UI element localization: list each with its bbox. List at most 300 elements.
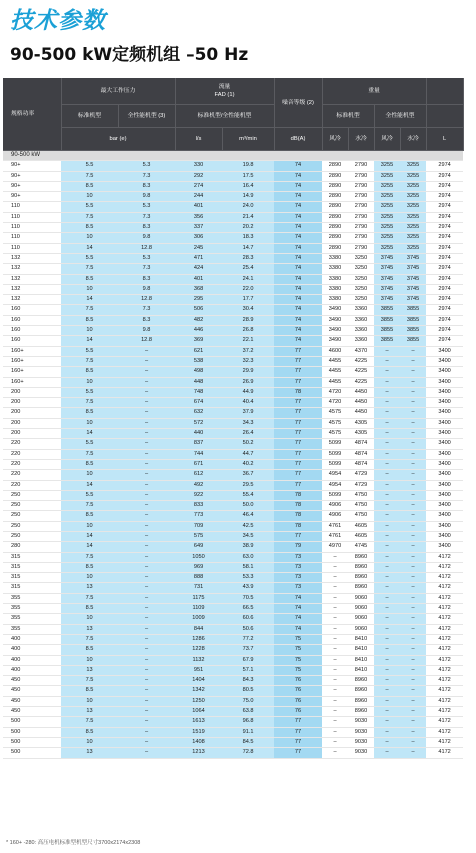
cell-pressure-full: – [118, 377, 175, 387]
cell-weight-full-air: – [374, 686, 400, 696]
cell-pressure-full: – [118, 542, 175, 552]
cell-pressure-std: 10 [61, 521, 118, 531]
cell-fad-ls: 575 [175, 531, 222, 541]
cell-fad-m3: 80.5 [222, 686, 274, 696]
cell-weight-std-air: – [322, 737, 348, 747]
cell-weight-std-air: – [322, 696, 348, 706]
cell-weight-std-water: 2790 [348, 212, 374, 222]
cell-model: 200 [3, 418, 61, 428]
cell-fad-ls: 245 [175, 243, 222, 253]
cell-pressure-full: – [118, 501, 175, 511]
cell-weight-full-air: 3855 [374, 336, 400, 346]
cell-weight-full-water: 3255 [400, 233, 426, 243]
cell-weight-std-water: 9060 [348, 614, 374, 624]
cell-fad-m3: 84.3 [222, 676, 274, 686]
cell-length: 3400 [426, 480, 463, 490]
cell-weight-full-water: 3745 [400, 253, 426, 263]
cell-weight-std-air: – [322, 624, 348, 634]
cell-pressure-full: 9.8 [118, 192, 175, 202]
cell-length: 4172 [426, 604, 463, 614]
cell-weight-full-air: 3255 [374, 243, 400, 253]
cell-fad-ls: 709 [175, 521, 222, 531]
cell-length: 4172 [426, 696, 463, 706]
cell-length: 4172 [426, 583, 463, 593]
cell-fad-m3: 50.6 [222, 624, 274, 634]
cell-weight-std-air: 2890 [322, 202, 348, 212]
cell-weight-std-water: 8960 [348, 562, 374, 572]
cell-weight-full-water: 3855 [400, 315, 426, 325]
cell-pressure-full: – [118, 748, 175, 758]
cell-fad-m3: 26.4 [222, 429, 274, 439]
cell-fad-m3: 50.0 [222, 501, 274, 511]
cell-weight-std-air: 4761 [322, 531, 348, 541]
cell-length: 2974 [426, 295, 463, 305]
cell-weight-full-water: 3255 [400, 171, 426, 181]
cell-weight-full-air: – [374, 562, 400, 572]
table-row [3, 531, 463, 541]
cell-weight-std-air: – [322, 748, 348, 758]
cell-model: 200 [3, 429, 61, 439]
cell-weight-full-water: 3745 [400, 284, 426, 294]
cell-weight-full-air: 3855 [374, 315, 400, 325]
cell-weight-std-air: 5099 [322, 449, 348, 459]
cell-weight-std-water: 8960 [348, 676, 374, 686]
cell-model: 400 [3, 665, 61, 675]
cell-length: 4172 [426, 562, 463, 572]
cell-noise: 74 [274, 243, 322, 253]
cell-weight-full-water: – [400, 552, 426, 562]
cell-weight-full-water: – [400, 717, 426, 727]
cell-weight-full-air: – [374, 346, 400, 356]
cell-model: 315 [3, 562, 61, 572]
cell-pressure-std: 13 [61, 583, 118, 593]
cell-pressure-full: – [118, 665, 175, 675]
cell-length: 3400 [426, 521, 463, 531]
cell-model: 132 [3, 284, 61, 294]
table-row [3, 686, 463, 696]
cell-weight-std-air: – [322, 614, 348, 624]
cell-model: 315 [3, 583, 61, 593]
header-air-1: 风冷 [322, 128, 348, 151]
cell-weight-std-air: – [322, 562, 348, 572]
cell-weight-full-water: 3855 [400, 336, 426, 346]
cell-fad-m3: 36.7 [222, 470, 274, 480]
cell-model: 90+ [3, 181, 61, 191]
cell-pressure-std: 14 [61, 542, 118, 552]
cell-weight-full-air: – [374, 707, 400, 717]
cell-weight-full-air: 3745 [374, 274, 400, 284]
cell-weight-full-water: – [400, 377, 426, 387]
cell-fad-m3: 21.4 [222, 212, 274, 222]
cell-weight-full-water: – [400, 634, 426, 644]
cell-length: 4172 [426, 634, 463, 644]
cell-weight-full-water: – [400, 593, 426, 603]
cell-model: 90+ [3, 161, 61, 171]
cell-pressure-std: 13 [61, 665, 118, 675]
cell-pressure-full: – [118, 727, 175, 737]
cell-weight-std-air: 3380 [322, 295, 348, 305]
cell-weight-std-air: 5099 [322, 490, 348, 500]
header-noise-unit: dB(A) [274, 128, 322, 151]
cell-weight-std-air: – [322, 717, 348, 727]
cell-fad-m3: 60.6 [222, 614, 274, 624]
cell-model: 250 [3, 501, 61, 511]
cell-weight-full-water: 3255 [400, 161, 426, 171]
cell-fad-ls: 482 [175, 315, 222, 325]
cell-fad-ls: 1228 [175, 645, 222, 655]
cell-weight-std-water: 2790 [348, 243, 374, 253]
cell-weight-full-air: – [374, 665, 400, 675]
cell-pressure-std: 7.5 [61, 717, 118, 727]
cell-pressure-std: 7.5 [61, 634, 118, 644]
cell-fad-m3: 25.4 [222, 264, 274, 274]
table-row [3, 243, 463, 253]
cell-model: 500 [3, 748, 61, 758]
cell-noise: 76 [274, 686, 322, 696]
header-fad-unit-m3: m³/min [222, 128, 274, 151]
cell-weight-std-water: 8410 [348, 665, 374, 675]
cell-length: 3400 [426, 439, 463, 449]
header-pressure: 最大工作压力 [61, 78, 175, 105]
cell-weight-full-air: 3255 [374, 233, 400, 243]
cell-fad-m3: 22.1 [222, 336, 274, 346]
cell-weight-full-water: 3745 [400, 274, 426, 284]
cell-model: 200 [3, 398, 61, 408]
cell-pressure-std: 8.5 [61, 562, 118, 572]
cell-fad-m3: 22.0 [222, 284, 274, 294]
cell-weight-std-air: 3490 [322, 326, 348, 336]
cell-weight-full-water: – [400, 429, 426, 439]
cell-weight-std-air: 2890 [322, 233, 348, 243]
cell-length: 4172 [426, 686, 463, 696]
table-row [3, 295, 463, 305]
cell-weight-full-air: 3255 [374, 212, 400, 222]
table-row [3, 171, 463, 181]
cell-fad-ls: 951 [175, 665, 222, 675]
cell-pressure-std: 14 [61, 429, 118, 439]
cell-pressure-std: 10 [61, 326, 118, 336]
cell-weight-full-water: – [400, 604, 426, 614]
cell-weight-full-air: 3855 [374, 326, 400, 336]
cell-noise: 77 [274, 356, 322, 366]
cell-pressure-full: 8.3 [118, 315, 175, 325]
cell-fad-m3: 50.2 [222, 439, 274, 449]
cell-length: 4172 [426, 593, 463, 603]
table-row [3, 737, 463, 747]
cell-model: 355 [3, 614, 61, 624]
cell-pressure-full: – [118, 346, 175, 356]
cell-weight-std-water: 4225 [348, 356, 374, 366]
cell-pressure-full: – [118, 490, 175, 500]
cell-weight-std-air: – [322, 645, 348, 655]
cell-length: 3400 [426, 346, 463, 356]
cell-noise: 74 [274, 336, 322, 346]
cell-weight-std-water: 4750 [348, 501, 374, 511]
cell-noise: 74 [274, 593, 322, 603]
cell-length: 2974 [426, 326, 463, 336]
cell-weight-full-water: – [400, 707, 426, 717]
cell-weight-full-air: – [374, 542, 400, 552]
header-std-model: 标准机型 [61, 105, 118, 128]
cell-weight-std-air: – [322, 676, 348, 686]
cell-fad-ls: 649 [175, 542, 222, 552]
cell-model: 220 [3, 449, 61, 459]
cell-weight-std-air: – [322, 707, 348, 717]
cell-pressure-full: 9.8 [118, 326, 175, 336]
cell-pressure-std: 10 [61, 470, 118, 480]
cell-fad-m3: 63.0 [222, 552, 274, 562]
cell-weight-std-water: 4745 [348, 542, 374, 552]
table-row [3, 449, 463, 459]
cell-noise: 74 [274, 212, 322, 222]
cell-length: 3400 [426, 490, 463, 500]
cell-weight-std-air: 4761 [322, 521, 348, 531]
cell-length: 4172 [426, 727, 463, 737]
table-row [3, 665, 463, 675]
cell-fad-ls: 506 [175, 305, 222, 315]
cell-pressure-full: 7.3 [118, 212, 175, 222]
table-row [3, 387, 463, 397]
cell-pressure-std: 7.5 [61, 305, 118, 315]
cell-fad-ls: 440 [175, 429, 222, 439]
cell-weight-std-water: 8960 [348, 686, 374, 696]
cell-model: 355 [3, 604, 61, 614]
cell-weight-std-water: 8960 [348, 696, 374, 706]
cell-weight-full-air: 3855 [374, 305, 400, 315]
cell-fad-ls: 401 [175, 202, 222, 212]
table-row [3, 614, 463, 624]
cell-length: 2974 [426, 161, 463, 171]
cell-pressure-std: 8.5 [61, 727, 118, 737]
cell-weight-std-water: 2790 [348, 171, 374, 181]
cell-pressure-std: 8.5 [61, 274, 118, 284]
cell-weight-full-water: – [400, 511, 426, 521]
table-row [3, 181, 463, 191]
table-row [3, 408, 463, 418]
cell-weight-std-air: – [322, 727, 348, 737]
cell-fad-ls: 1408 [175, 737, 222, 747]
cell-model: 500 [3, 717, 61, 727]
cell-fad-ls: 471 [175, 253, 222, 263]
cell-weight-full-air: 3745 [374, 295, 400, 305]
cell-weight-full-air: – [374, 480, 400, 490]
header-weight: 重量 [322, 78, 426, 105]
cell-fad-m3: 73.7 [222, 645, 274, 655]
cell-fad-m3: 24.0 [222, 202, 274, 212]
cell-fad-m3: 44.7 [222, 449, 274, 459]
cell-weight-full-air: – [374, 387, 400, 397]
cell-weight-full-water: – [400, 439, 426, 449]
cell-weight-full-water: 3855 [400, 305, 426, 315]
cell-pressure-std: 10 [61, 573, 118, 583]
cell-weight-full-water: 3255 [400, 223, 426, 233]
cell-fad-m3: 44.9 [222, 387, 274, 397]
cell-weight-full-water: – [400, 542, 426, 552]
table-row [3, 490, 463, 500]
cell-weight-std-water: 4605 [348, 521, 374, 531]
cell-model: 355 [3, 593, 61, 603]
cell-pressure-full: 7.3 [118, 305, 175, 315]
cell-weight-full-air: – [374, 408, 400, 418]
cell-weight-std-air: 4906 [322, 501, 348, 511]
cell-model: 280 [3, 542, 61, 552]
cell-length: 3400 [426, 377, 463, 387]
cell-noise: 77 [274, 418, 322, 428]
cell-length: 2974 [426, 274, 463, 284]
cell-noise: 77 [274, 449, 322, 459]
cell-fad-ls: 748 [175, 387, 222, 397]
cell-weight-std-air: – [322, 583, 348, 593]
cell-noise: 73 [274, 552, 322, 562]
cell-length: 2974 [426, 181, 463, 191]
cell-fad-m3: 26.9 [222, 377, 274, 387]
cell-model: 500 [3, 737, 61, 747]
cell-weight-std-air: 2890 [322, 171, 348, 181]
cell-model: 500 [3, 727, 61, 737]
cell-model: 250 [3, 521, 61, 531]
cell-weight-std-water: 4305 [348, 429, 374, 439]
cell-pressure-std: 7.5 [61, 449, 118, 459]
cell-fad-m3: 34.5 [222, 531, 274, 541]
cell-pressure-std: 5.5 [61, 253, 118, 263]
table-row [3, 604, 463, 614]
table-row [3, 645, 463, 655]
table-row [3, 264, 463, 274]
cell-weight-std-water: 2790 [348, 223, 374, 233]
table-row [3, 552, 463, 562]
table-row [3, 202, 463, 212]
header-weight-full: 全性能机型 [374, 105, 426, 128]
cell-fad-m3: 63.8 [222, 707, 274, 717]
cell-noise: 74 [274, 274, 322, 284]
table-row [3, 634, 463, 644]
cell-weight-full-air: – [374, 429, 400, 439]
cell-noise: 73 [274, 583, 322, 593]
cell-weight-std-water: 9060 [348, 624, 374, 634]
cell-model: 315 [3, 552, 61, 562]
cell-model: 220 [3, 459, 61, 469]
cell-fad-m3: 14.9 [222, 192, 274, 202]
cell-noise: 74 [274, 315, 322, 325]
cell-weight-std-air: – [322, 634, 348, 644]
cell-noise: 74 [274, 253, 322, 263]
cell-pressure-full: 8.3 [118, 181, 175, 191]
cell-pressure-full: – [118, 573, 175, 583]
cell-noise: 77 [274, 727, 322, 737]
cell-weight-full-air: – [374, 737, 400, 747]
cell-weight-std-water: 4225 [348, 367, 374, 377]
cell-fad-m3: 18.3 [222, 233, 274, 243]
cell-weight-full-air: – [374, 501, 400, 511]
cell-fad-m3: 72.8 [222, 748, 274, 758]
header-air-2: 风冷 [374, 128, 400, 151]
cell-weight-full-water: – [400, 737, 426, 747]
cell-weight-std-air: 4970 [322, 542, 348, 552]
table-row [3, 583, 463, 593]
cell-length: 2974 [426, 305, 463, 315]
cell-length: 2974 [426, 233, 463, 243]
cell-noise: 75 [274, 655, 322, 665]
cell-pressure-full: 12.8 [118, 243, 175, 253]
cell-weight-std-water: 9060 [348, 593, 374, 603]
cell-fad-m3: 14.7 [222, 243, 274, 253]
cell-model: 90+ [3, 192, 61, 202]
cell-fad-ls: 844 [175, 624, 222, 634]
cell-noise: 77 [274, 480, 322, 490]
cell-pressure-std: 14 [61, 243, 118, 253]
cell-weight-std-air: 4455 [322, 356, 348, 366]
cell-length: 2974 [426, 315, 463, 325]
cell-pressure-std: 13 [61, 624, 118, 634]
cell-length: 3400 [426, 356, 463, 366]
table-row [3, 161, 463, 171]
cell-weight-std-water: 2790 [348, 181, 374, 191]
cell-pressure-full: – [118, 707, 175, 717]
cell-fad-ls: 833 [175, 501, 222, 511]
cell-fad-m3: 53.3 [222, 573, 274, 583]
cell-length: 2974 [426, 202, 463, 212]
cell-fad-ls: 888 [175, 573, 222, 583]
cell-pressure-std: 8.5 [61, 604, 118, 614]
cell-model: 110 [3, 243, 61, 253]
cell-pressure-std: 7.5 [61, 398, 118, 408]
cell-weight-full-water: – [400, 418, 426, 428]
cell-pressure-std: 8.5 [61, 459, 118, 469]
cell-model: 160 [3, 315, 61, 325]
cell-weight-std-air: 4575 [322, 418, 348, 428]
cell-weight-full-air: – [374, 398, 400, 408]
cell-weight-full-air: – [374, 748, 400, 758]
cell-weight-std-air: 3490 [322, 336, 348, 346]
cell-model: 110 [3, 202, 61, 212]
cell-model: 160 [3, 326, 61, 336]
section-label: 90-500 kW [3, 151, 463, 161]
header-full-model: 全性能机型 (3) [118, 105, 175, 128]
cell-weight-full-air: – [374, 583, 400, 593]
cell-pressure-full: – [118, 429, 175, 439]
cell-weight-full-air: – [374, 593, 400, 603]
cell-pressure-full: – [118, 624, 175, 634]
cell-model: 132 [3, 274, 61, 284]
cell-fad-ls: 1175 [175, 593, 222, 603]
cell-weight-std-water: 9030 [348, 717, 374, 727]
cell-weight-full-air: – [374, 377, 400, 387]
cell-pressure-std: 10 [61, 655, 118, 665]
table-row [3, 501, 463, 511]
cell-pressure-std: 7.5 [61, 212, 118, 222]
cell-fad-m3: 46.4 [222, 511, 274, 521]
cell-weight-full-water: – [400, 562, 426, 572]
cell-weight-full-water: 3255 [400, 212, 426, 222]
header-last [426, 78, 463, 105]
cell-pressure-full: 5.3 [118, 253, 175, 263]
cell-model: 400 [3, 634, 61, 644]
cell-noise: 77 [274, 377, 322, 387]
cell-fad-ls: 922 [175, 490, 222, 500]
cell-length: 4172 [426, 665, 463, 675]
cell-pressure-std: 8.5 [61, 511, 118, 521]
cell-weight-std-air: – [322, 573, 348, 583]
cell-fad-m3: 19.8 [222, 161, 274, 171]
cell-fad-ls: 731 [175, 583, 222, 593]
cell-noise: 74 [274, 326, 322, 336]
cell-weight-full-air: – [374, 614, 400, 624]
table-row [3, 511, 463, 521]
cell-pressure-std: 14 [61, 480, 118, 490]
cell-noise: 74 [274, 264, 322, 274]
cell-weight-full-air: – [374, 439, 400, 449]
cell-fad-m3: 38.9 [222, 542, 274, 552]
